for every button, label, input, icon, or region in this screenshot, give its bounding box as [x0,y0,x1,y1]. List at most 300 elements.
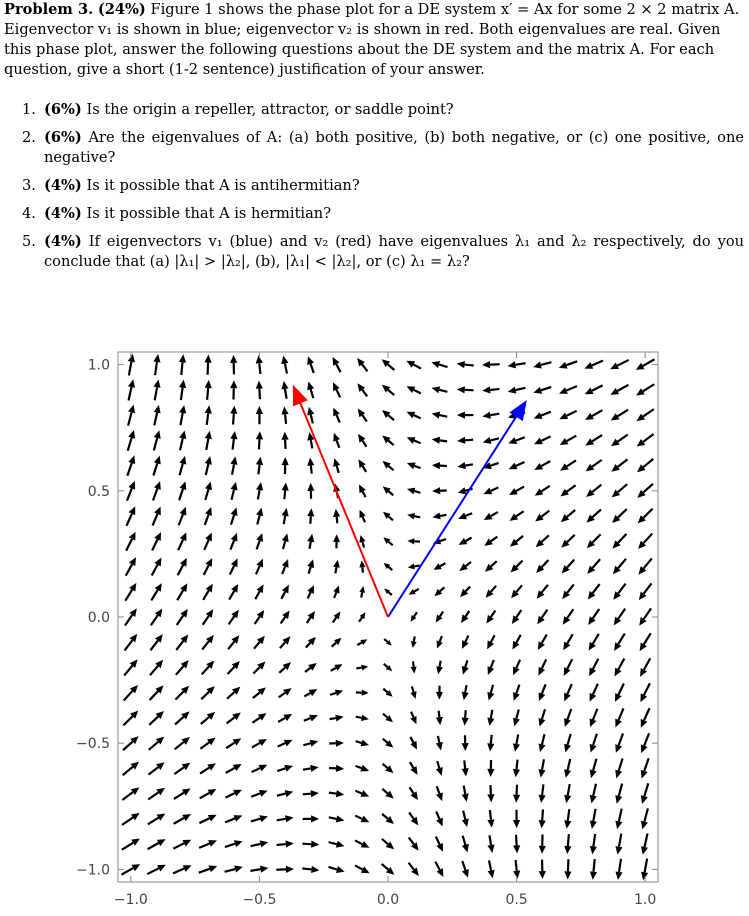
field-arrow-head [284,765,293,772]
field-arrow-shaft [516,487,524,492]
field-arrow [199,865,217,872]
field-arrow-shaft [489,835,491,845]
field-arrow-shaft [617,360,628,366]
field-arrow-shaft [230,540,234,549]
field-arrow-head [179,456,186,465]
field-arrow [538,634,547,650]
field-arrow-shaft [389,466,394,470]
field-arrow [590,784,597,804]
field-arrow-shaft [174,793,184,799]
field-arrow [202,661,215,675]
field-arrow [153,507,161,526]
field-arrow-shaft [383,739,388,743]
field-arrow [332,638,342,647]
field-arrow-shaft [592,435,602,441]
field-arrow-shaft [440,587,444,591]
field-arrow-shaft [357,643,362,646]
field-arrow-head [154,481,161,490]
field-arrow-shaft [618,634,624,645]
field-arrow-shaft [465,365,474,366]
field-arrow-shaft [176,666,184,675]
field-arrow-head [487,718,494,727]
field-arrow-head [204,355,211,363]
field-arrow-head [539,846,546,854]
field-arrow-shaft [440,612,443,617]
field-arrow [382,435,393,445]
field-arrow [410,737,417,750]
field-arrow [333,458,340,473]
eigenvector-v2-shaft [300,401,388,617]
field-arrow [230,533,237,550]
field-arrow-shaft [259,363,260,374]
field-arrow-head [282,533,289,542]
field-arrow [253,687,266,698]
field-arrow-shaft [280,642,285,648]
field-arrow-shaft [175,717,184,725]
question-points: (6%) [44,101,82,118]
field-arrow-shaft [542,560,549,567]
field-arrow [149,711,164,725]
field-arrow-shaft [618,559,626,568]
field-arrow [333,357,341,372]
field-arrow-shaft [200,793,210,798]
field-arrow [225,840,243,847]
field-arrow-head [307,559,314,568]
field-arrow-head [641,795,648,804]
field-arrow-shaft [226,743,234,749]
field-arrow [613,559,626,574]
field-arrow-head [179,380,186,388]
field-arrow-shaft [619,708,624,720]
field-arrow-shaft [362,567,363,573]
field-arrow [562,560,575,574]
field-arrow-shaft [388,390,394,395]
field-arrow [533,362,551,369]
field-arrow-shaft [205,515,209,525]
field-arrow-head [508,387,517,394]
field-arrow-shaft [306,643,311,648]
field-arrow-shaft [153,463,157,475]
field-arrow [383,689,392,697]
question-list [22,100,744,280]
field-arrow [410,762,418,775]
field-arrow [231,482,238,500]
field-arrow [615,659,625,677]
field-arrow [228,661,240,674]
field-arrow-shaft [147,868,158,874]
field-arrow [282,559,289,574]
field-arrow [410,787,418,800]
field-arrow-shaft [542,659,546,668]
field-arrow [329,841,345,848]
field-arrow [559,411,576,419]
field-arrow-shaft [410,787,414,793]
field-arrow [436,811,443,826]
field-arrow-head [154,430,161,439]
field-arrow [382,410,394,420]
field-arrow [535,511,549,522]
field-arrow-shaft [414,612,417,616]
field-arrow [410,712,416,725]
field-arrow-shaft [515,363,525,365]
field-arrow-head [513,743,520,752]
field-arrow-shaft [337,466,339,473]
field-arrow-head [359,586,365,593]
field-arrow-head [256,406,263,414]
field-arrow-shaft [618,509,627,517]
phase-plot-figure [0,335,749,912]
field-arrow-shaft [257,515,259,524]
plot-frame [76,352,658,908]
field-arrow [254,636,265,649]
field-arrow [330,690,343,696]
field-arrow-shaft [225,793,234,797]
field-arrow [460,586,470,597]
field-arrow-shaft [202,641,209,649]
field-arrow [176,660,189,675]
field-arrow [250,866,268,873]
field-arrow-shaft [149,742,158,750]
field-arrow-shaft [516,585,522,592]
field-arrow-shaft [567,634,572,643]
field-arrow-head [436,666,443,674]
field-arrow-head [462,743,469,751]
field-arrow [612,534,626,549]
field-arrow-shaft [309,542,310,549]
field-arrow [123,711,138,726]
field-arrow [459,562,471,571]
field-arrow [513,760,520,778]
field-arrow-head [154,405,161,414]
field-arrow-shaft [414,636,415,641]
field-arrow-shaft [437,761,439,768]
field-arrow [615,683,624,701]
question-number: 2. [22,128,36,148]
field-arrow [457,411,473,418]
field-arrow-shaft [337,440,340,447]
field-arrow [307,483,314,499]
field-arrow [230,355,237,375]
field-arrow [462,811,469,827]
field-arrow [615,859,622,880]
field-arrow-shaft [311,389,314,398]
field-arrow-shaft [122,817,133,824]
field-arrow-head [590,846,597,854]
field-arrow-shaft [150,641,157,651]
field-arrow [303,790,319,797]
field-arrow [590,709,598,727]
field-arrow [384,664,393,671]
field-arrow [225,815,242,822]
field-arrow-shaft [542,759,544,769]
field-arrow-shaft [177,616,184,625]
field-arrow-shaft [175,691,183,699]
field-arrow-head [256,508,263,517]
field-arrow-shaft [356,717,362,718]
field-arrow [509,487,524,495]
field-arrow-shaft [206,464,209,475]
field-arrow-head [615,846,622,855]
field-arrow-shaft [150,691,158,700]
field-arrow-shaft [256,566,260,574]
field-arrow-shaft [464,760,465,768]
field-arrow-shaft [229,616,235,624]
field-arrow [125,608,137,625]
field-arrow [302,841,319,848]
field-arrow-shaft [516,710,518,719]
field-arrow [409,812,418,825]
field-arrow-shaft [199,843,209,847]
field-arrow [409,838,419,851]
field-arrow-shaft [541,461,550,466]
field-arrow-shaft [128,412,131,425]
field-arrow [282,432,289,449]
field-arrow [459,538,472,545]
field-arrow [612,509,627,523]
field-arrow-shaft [643,434,654,442]
field-arrow [407,538,420,544]
field-arrow [588,609,599,625]
field-arrow [179,481,186,500]
field-arrow [125,583,136,601]
x-tick-label: −1.0 [114,892,148,908]
field-arrow [201,686,214,699]
field-arrow-shaft [207,413,209,425]
field-arrow [304,689,317,696]
field-arrow [307,585,314,598]
field-arrow [462,660,469,674]
field-arrow [230,406,237,425]
field-arrow-head [462,692,469,701]
field-arrow-shaft [618,584,625,594]
field-arrow-head [407,488,415,495]
field-arrow [538,659,546,675]
field-arrow [383,537,392,545]
field-arrow-shaft [383,714,387,718]
field-arrow-head [487,794,494,802]
field-arrow-shaft [279,693,285,698]
field-arrow-shaft [383,764,388,768]
field-arrow-shaft [355,840,362,844]
field-arrow-shaft [125,590,132,601]
field-arrow [281,610,290,623]
field-arrow [610,385,628,395]
field-arrow-shaft [337,415,340,423]
field-arrow-head [539,820,546,828]
field-arrow-shaft [542,634,547,643]
field-arrow [150,660,163,675]
field-arrow-head [231,482,238,491]
field-arrow [122,787,139,800]
field-arrow-shaft [491,537,497,542]
field-arrow-shaft [618,484,627,492]
field-arrow-shaft [643,459,653,467]
field-arrow-head [179,430,186,439]
field-arrow-shaft [491,488,499,491]
field-arrow [637,459,653,472]
field-arrow-shaft [180,413,182,425]
field-arrow [276,866,294,873]
field-arrow [178,558,187,575]
field-arrow-shaft [232,490,234,500]
field-arrow [358,409,367,422]
field-arrow [227,712,241,723]
field-arrow-head [457,411,465,418]
field-arrow [641,859,648,881]
field-arrow [410,612,416,621]
field-arrow [384,639,392,646]
field-arrow-shaft [150,666,158,675]
field-arrow-head [307,483,314,491]
field-arrow-head [487,769,494,777]
field-arrow [560,460,576,470]
field-arrow [563,609,574,624]
field-arrow-shaft [440,563,445,566]
field-arrow-shaft [332,643,336,647]
field-arrow-shaft [466,562,471,566]
field-arrow-shaft [302,868,311,869]
y-tick-label: 0.5 [88,484,110,500]
field-arrow-shaft [200,742,209,748]
field-arrow-shaft [643,484,653,493]
field-arrow-shaft [311,465,312,473]
field-arrow-head [336,841,345,848]
field-arrow-shaft [356,741,362,743]
field-arrow-head [205,507,212,516]
question-text: Is it possible that A is antihermitian? [86,177,359,194]
field-arrow [148,788,165,800]
field-arrow [407,488,420,495]
field-arrow [174,788,191,799]
field-arrow-shaft [618,609,625,619]
field-arrow [537,585,548,599]
field-arrow-shaft [355,816,362,819]
field-arrow-head [307,458,314,466]
field-arrow [231,507,238,524]
field-arrow [564,784,571,803]
field-arrow-shaft [410,737,413,743]
field-arrow-shaft [277,768,285,771]
field-arrow-shaft [567,709,571,719]
field-arrow [587,559,600,574]
field-arrow [436,837,443,852]
field-arrow-head [260,840,269,847]
field-arrow-head [411,641,417,648]
field-arrow-shaft [226,768,235,773]
field-arrow-shaft [593,559,601,568]
field-arrow-head [564,846,571,854]
field-arrow [462,735,469,751]
field-arrow-shaft [567,659,572,669]
field-arrow-shaft [542,585,548,593]
field-arrow [534,436,551,444]
x-tick-label: 0.5 [505,892,527,908]
field-arrow-shaft [180,464,183,476]
field-arrow [148,839,166,849]
field-arrow [539,709,546,726]
field-arrow-head [234,866,243,873]
field-arrow [205,482,212,500]
field-arrow [228,635,239,649]
field-arrow-head [205,380,212,388]
field-arrow-shaft [566,386,576,390]
field-arrow [277,815,294,822]
field-arrow [513,835,520,854]
field-arrow-shaft [362,390,367,397]
field-arrow [615,834,622,855]
field-arrow [359,560,365,572]
field-arrow-head [128,455,135,464]
field-arrow-shaft [464,786,465,794]
field-arrow-shaft [440,440,447,441]
field-arrow [637,484,653,498]
field-arrow [462,836,469,853]
field-arrow [534,461,550,470]
question-text: If eigenvectors v₁ (blue) and v₂ (red) have eigenvalues λ₁ and λ₂ respectively, do you conclude that (a) |λ₁| > |λ₂|, (b), |λ₁| < |λ₂|, or (c) λ₁ = λ₂? [44,233,744,270]
field-arrow [124,659,137,675]
field-arrow-shaft [154,413,157,426]
field-arrow [513,660,520,676]
field-arrow [639,608,651,625]
question-3 [22,176,744,196]
field-arrow [561,510,575,522]
field-arrow-shaft [645,833,648,847]
field-arrow-shaft [593,859,594,872]
field-arrow [127,506,136,525]
field-arrow-head [564,769,571,778]
field-arrow-shaft [329,793,336,794]
field-arrow [175,711,190,724]
field-arrow-shaft [593,609,600,618]
field-arrow-head [559,362,568,369]
field-arrow [513,685,520,701]
field-arrow-shaft [285,414,286,424]
field-arrow-shaft [567,609,573,618]
field-arrow-head [154,456,161,465]
field-arrow-head [230,431,237,439]
field-arrow [564,834,571,854]
field-arrow-shaft [568,759,571,770]
field-arrow [128,354,135,376]
field-arrow-shaft [123,742,133,751]
field-arrow-head [432,462,440,469]
field-arrow [282,533,289,549]
field-arrow-shaft [463,836,466,845]
field-arrow-shaft [362,364,367,371]
field-arrow-shaft [359,617,362,621]
field-arrow-head [359,535,365,543]
field-arrow-head [615,770,622,779]
field-arrow [638,509,653,524]
field-arrow-shaft [619,759,623,771]
field-arrow [359,485,366,498]
field-arrow-shaft [179,514,183,525]
field-arrow [409,589,419,595]
field-arrow [536,535,549,547]
question-number: 5. [22,232,36,252]
field-arrow-head [513,718,520,727]
field-arrow-shaft [593,784,596,796]
field-arrow [585,410,602,420]
field-arrow-shaft [276,844,285,845]
field-arrow [533,387,551,394]
field-arrow-shaft [516,860,517,871]
field-arrow-head [361,665,368,671]
field-arrow-shaft [329,842,337,844]
question-points: (4%) [44,233,82,250]
field-arrow [539,759,546,777]
field-arrow-head [336,740,344,747]
